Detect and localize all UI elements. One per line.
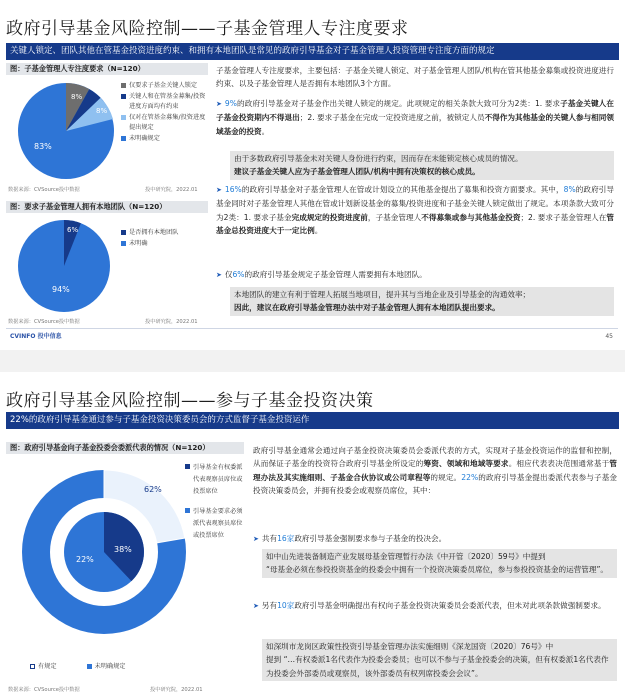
legend-label: 引导基金要求必须派代表观察员席位或投票席位	[193, 508, 243, 539]
bullet-mandatory: ➤ 共有16家政府引导基金强制要求参与子基金的投决会。	[253, 534, 447, 543]
legend-item	[121, 113, 207, 133]
legend-swatch	[185, 464, 190, 469]
bullet-progress: ➤ 16%的政府引导基金对子基金管理人在管或计划设立的其他基金提出了募集和投资方面要求。其中，8%的政府引导基金同时对子基金管理人其他在管或计划新设基金的募集/投资进度和子基金关键人锁定做出了规定。本项条款大致可分为2类：1. 要求子基金完成规定的投资进度前，子基金管理人不得募集或参与其他基金投资；2. 要求子基金管理人在管基金总投资进度大于一定比例。	[216, 185, 615, 236]
chart-source-right: 投中研究院，2022.01	[145, 187, 198, 193]
legend-swatch	[30, 664, 35, 669]
legend-swatch	[87, 664, 92, 669]
legend-item	[30, 662, 57, 672]
slide-title: 政府引导基金风险控制——子基金管理人专注度要求	[6, 19, 409, 39]
intro-paragraph: 子基金管理人专注度要求，主要包括：子基金关键人锁定、对子基金管理人团队/机构在管其他基金募集或投资进度进行约束、以及子基金管理人是否拥有本地团队3个方面。	[216, 66, 614, 89]
bullet-arrow-icon: ➤	[253, 535, 259, 543]
slide-title: 政府引导基金风险控制——参与子基金投资决策	[6, 391, 374, 411]
chart-source-right: 投中研究院，2022.01	[150, 687, 203, 693]
note-line: “母基金必须在参投投资基金的投委会中拥有一个投资决策委员席位，参与参投投资基金的运营管理”。	[266, 565, 608, 575]
chart-header: 图：子基金管理人专注度要求（N=120）	[6, 63, 208, 75]
pie-label: 83%	[34, 142, 52, 151]
cvinfo-logo: CVINFO 投中信息	[10, 333, 62, 340]
bullet-arrow-icon: ➤	[216, 100, 222, 108]
slide-2	[0, 372, 625, 699]
chart-legend-bottom	[30, 662, 126, 673]
note-line: 因此，建议在政府引导基金管理办法中对子基金管理人拥有本地团队提出要求。	[234, 303, 500, 313]
chart-legend	[121, 81, 207, 145]
note-line: 建议子基金关键人应为子基金管理人团队/机构中拥有决策权的核心成员。	[234, 167, 480, 177]
legend-item	[87, 662, 126, 672]
page-number: 45	[605, 333, 613, 340]
pie-label: 8%	[71, 93, 83, 101]
slide-banner: 关键人锁定、团队其他在管基金投资进度约束、和拥有本地团队是常见的政府引导基金对子基金管理人投资管理专注度方面的规定	[6, 43, 619, 60]
donut-label: 38%	[114, 545, 132, 554]
slide-separator	[0, 350, 625, 372]
slide-banner: 22%的政府引导基金通过参与子基金投资决策委员会的方式监督子基金投资运作	[6, 412, 619, 429]
legend-swatch	[121, 241, 126, 246]
intro-paragraph: 政府引导基金通常会通过向子基金投资决策委员会委派代表的方式，实现对子基金投资运作的监督和控制，从而保证子基金的投资符合政府引导基金所设定的筹资、领域和地域等要求。相应代表表决范围通常基于管理办法及其实施细则、子基金合伙协议或公司章程等的规定。22%的政府引导基金提出委派代表参与子基金投资决策委员会，并拥有投委会或观察员席位，其中：	[253, 446, 618, 496]
chart-legend	[121, 228, 201, 250]
legend-item	[121, 239, 201, 249]
legend-item	[185, 462, 245, 498]
chart-legend	[185, 462, 245, 543]
legend-swatch	[121, 94, 126, 99]
note-line: 由于多数政府引导基金未对关键人身份进行约束，因而存在未能锁定核心成员的情况。	[234, 154, 523, 163]
footer-divider	[6, 328, 618, 329]
donut-label: 22%	[76, 555, 94, 564]
legend-label: 关键人和在管基金募集/投资进度方面均有约束	[129, 93, 206, 110]
legend-label: 有规定	[38, 663, 57, 670]
legend-item	[121, 134, 207, 144]
note-box	[262, 639, 617, 681]
legend-label: 仅对在管基金募集/投资进度提出规定	[129, 114, 206, 131]
bullet-optional: ➤ 另有10家政府引导基金明确提出有权向子基金投资决策委员会委派代表，但未对此项条款做强制要求。	[253, 601, 606, 610]
legend-item	[121, 92, 207, 112]
pie-chart-focus	[14, 79, 118, 183]
legend-label: 仅要求子基金关键人锁定	[129, 82, 198, 89]
bullet-local-team: ➤ 仅6%的政府引导基金规定子基金管理人需要拥有本地团队。	[216, 270, 427, 279]
note-line: 提到 “…有权委派1名代表作为投委会委员；也可以不参与子基金投委会的决策，但有权委派1名代表作为投委会外部委员或观察员，该外部委员有权列席投委会会议”。	[266, 655, 609, 678]
legend-label: 未明确规定	[94, 663, 126, 670]
chart-source: 数据来源：CVSource投中数据	[8, 319, 80, 325]
legend-item	[121, 81, 207, 91]
chart-source: 数据来源：CVSource投中数据	[8, 187, 80, 193]
legend-swatch	[121, 115, 126, 120]
pie-label: 8%	[96, 107, 108, 115]
bullet-arrow-icon: ➤	[253, 602, 259, 610]
legend-item	[185, 506, 245, 542]
chart-header: 图：政府引导基金向子基金投委会委派代表的情况（N=120）	[6, 442, 244, 454]
bullet-key-person: ➤ 9%的政府引导基金对子基金作出关键人锁定的规定。此项规定的相关条款大致可分为2类：1. 要求子基金关键人在子基金投资期内不得退出；2. 要求子基金在完成一定投资进度之前，被锁定人员不得作为其他基金的关键人参与相同领域基金的投资。	[216, 99, 615, 136]
legend-item	[121, 228, 201, 238]
bullet-arrow-icon: ➤	[216, 271, 222, 279]
legend-label: 未明确规定	[129, 135, 160, 142]
legend-swatch	[185, 508, 190, 513]
note-line: 如中山先进装备制造产业发展母基金管理暂行办法《中开管〔2020〕59号》中提到	[266, 552, 546, 561]
legend-swatch	[121, 230, 126, 235]
note-line: 本地团队的建立有利于管理人拓展当地项目，提升其与当地企业及引导基金的沟通效率；	[234, 290, 531, 299]
chart-source: 数据来源：CVSource投中数据	[8, 687, 80, 693]
legend-label: 是否拥有本地团队	[129, 229, 179, 236]
note-line: 如深圳市龙岗区政策性投资引导基金管理办法实施细则《深龙国资〔2020〕76号》中	[266, 642, 554, 651]
donut-label: 62%	[144, 485, 162, 494]
note-box	[230, 151, 614, 180]
bullet-arrow-icon: ➤	[216, 186, 222, 194]
legend-label: 未明确	[129, 240, 148, 247]
donut-label: 78%	[34, 615, 52, 624]
legend-swatch	[121, 83, 126, 88]
pie-label: 6%	[67, 226, 79, 234]
pie-chart-local-team	[14, 216, 114, 316]
chart-header: 图：要求子基金管理人拥有本地团队（N=120）	[6, 201, 208, 213]
pie-label: 94%	[52, 285, 70, 294]
donut-chart-committee	[14, 462, 194, 642]
legend-label: 引导基金有权委派代表观察员席位或投票席位	[193, 464, 243, 495]
note-box	[262, 549, 617, 578]
chart-source-right: 投中研究院，2022.01	[145, 319, 198, 325]
legend-swatch	[121, 136, 126, 141]
note-box	[230, 287, 614, 316]
